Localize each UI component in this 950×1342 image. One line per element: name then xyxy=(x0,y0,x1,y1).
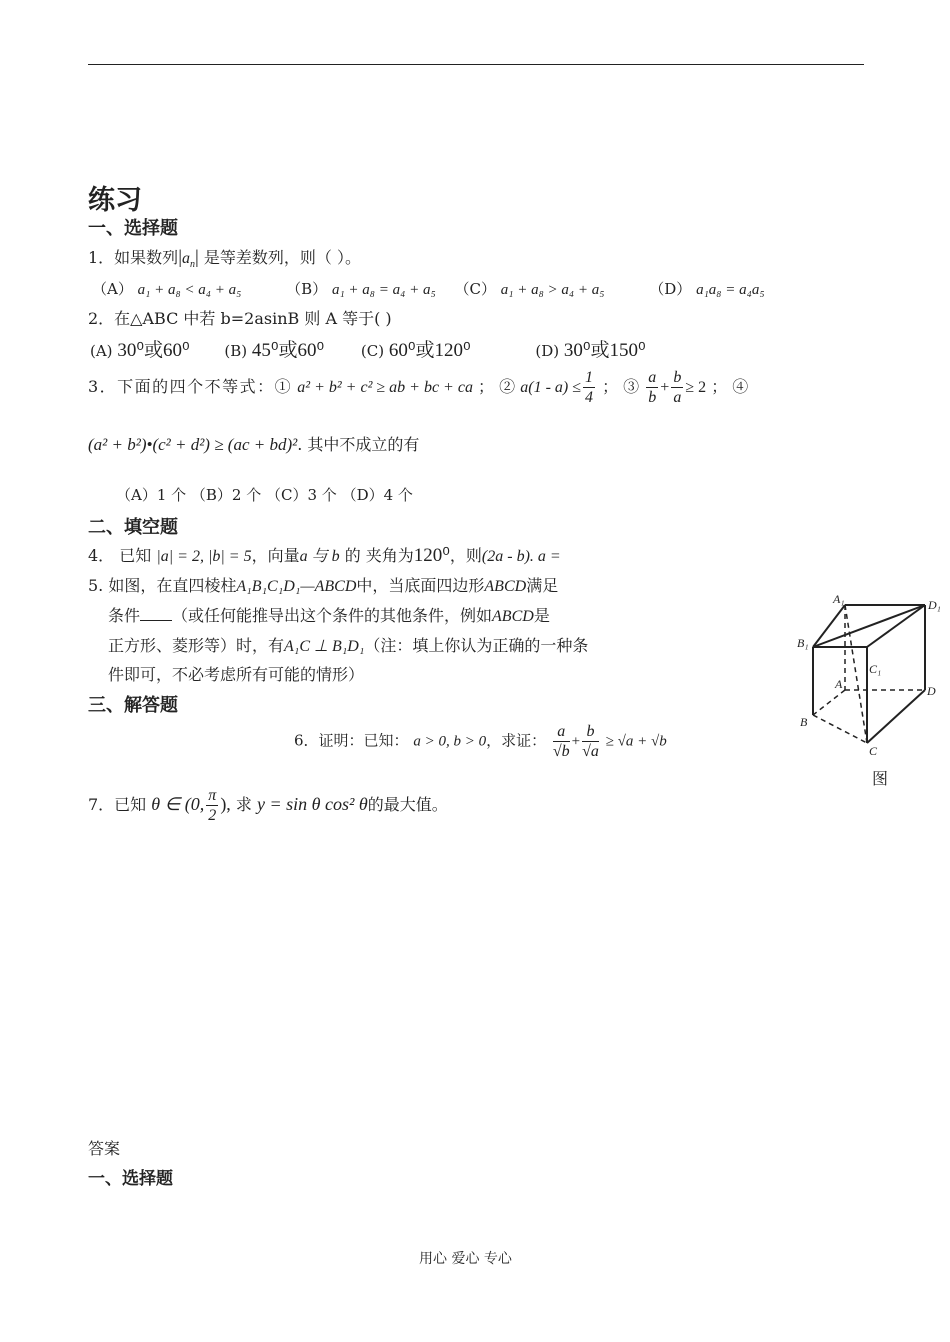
q1-stem-a: 1．如果数列 xyxy=(88,248,179,267)
q3-inequality-2: a(1 - a) ≤ xyxy=(520,379,581,396)
q2-option-a: 30⁰或60⁰ xyxy=(117,340,190,361)
q4-expression: (2a - b). a = xyxy=(481,548,561,565)
question-5-line-4: 件即可，不必考虑所有可能的情形） xyxy=(108,665,365,684)
label-c: C xyxy=(869,744,878,758)
question-5-line-2: 条件 （或任何能推导出这个条件的其他条件，例如ABCD是 xyxy=(108,606,550,625)
question-6: 6．证明：已知： a > 0, b > 0，求证： $\frac{a}{√b}$ + $\frac{b}{√a}$ ≥ √a + √b xyxy=(294,723,667,760)
q1-an: a xyxy=(182,250,190,267)
answers-label: 答案 xyxy=(88,1139,121,1158)
q4-vectors: a 与 b xyxy=(299,548,340,565)
question-3: 3．下面的四个不等式：① a² + b² + c² ≥ ab + bc + ca ； ② a(1 - a) ≤ $\frac{1}{4}$ ； ③ $\frac{a}{b}$ + $\frac{b}{a}$ ≥ 2 ； ④ xyxy=(88,369,749,406)
q5-answer-blank[interactable] xyxy=(140,606,172,621)
section-choice-heading: 一、选择题 xyxy=(88,218,178,239)
label-a1: A₁ xyxy=(833,595,845,606)
page-footer: 用心 爱心 专心 xyxy=(419,1251,512,1267)
q2-option-b: 45⁰或60⁰ xyxy=(251,340,325,361)
label-a: A xyxy=(835,677,843,691)
q1-option-d: a₁a₈ = a₄a₅ xyxy=(696,282,765,298)
q3-frac-a-over-b: $\frac{a}{b}$ xyxy=(648,369,657,406)
q1-option-a: a₁ + a₈ < a₄ + a₅ xyxy=(137,282,242,298)
header-rule xyxy=(88,64,864,65)
question-1: 1．如果数列$|a_n|$ 是等差数列，则（ ）。 xyxy=(88,247,361,271)
edge-a-b-hidden xyxy=(813,690,845,715)
question-5-line-3: 正方形、菱形等）时，有A₁C ⊥ B₁D₁（注：填上你认为正确的一种条 xyxy=(108,636,589,655)
q1-stem-b: 是等差数列，则（ ）。 xyxy=(203,248,361,267)
q3-options: （A）1 个 （B）2 个 （C）3 个 （D）4 个 xyxy=(116,486,413,504)
q1-option-b: a₁ + a₈ = a₄ + a₅ xyxy=(331,282,436,298)
q2-option-c: 60⁰或120⁰ xyxy=(388,340,471,361)
label-d: D xyxy=(927,684,936,698)
q6-condition: a > 0, b > 0 xyxy=(413,733,487,750)
diagonal-a1-c-hidden xyxy=(845,605,867,743)
prism-figure xyxy=(795,595,945,790)
q2-option-d: 30⁰或150⁰ xyxy=(563,340,646,361)
figure-caption: 图 xyxy=(872,769,889,788)
q7-expression: y = sin θ cos² θ xyxy=(257,794,368,814)
edge-b-c-hidden xyxy=(813,715,867,743)
q6-frac-2: $\frac{b}{√a}$ xyxy=(582,723,599,760)
q3-inequality-1: a² + b² + c² ≥ ab + bc + ca xyxy=(297,379,473,396)
q6-rhs: ≥ √a + √b xyxy=(605,733,667,750)
question-2: 2．在△ABC 中若 b=2asinB 则 A 等于( ) xyxy=(88,309,392,328)
edge-d1-c1 xyxy=(867,605,925,647)
q3-line-2: (a² + b²)•(c² + d²) ≥ (ac + bd)². 其中不成立的有 xyxy=(88,435,420,454)
section-answer-heading: 三、解答题 xyxy=(88,695,178,716)
question-4: 4． 已知 |a| = 2, |b| = 5，向量a 与 b 的 夹角为120⁰，则(2a - b). a = xyxy=(88,545,561,566)
q7-frac-pi-over-2: $\frac{\pi}{2}$ xyxy=(208,787,217,824)
q1-option-c: a₁ + a₈ > a₄ + a₅ xyxy=(500,282,605,298)
section-fill-heading: 二、填空题 xyxy=(88,517,178,538)
q2-options: (A) 30⁰或60⁰ (B) 45⁰或60⁰ (C) 60⁰或120⁰ (D) 30⁰或150⁰ xyxy=(90,340,646,361)
q3-frac-quarter: $\frac{1}{4}$ xyxy=(585,369,593,406)
q6-frac-1: $\frac{a}{√b}$ xyxy=(552,723,570,760)
q3-inequality-4: (a² + b²)•(c² + d²) ≥ (ac + bd)² xyxy=(88,435,298,454)
question-5-line-1: 5. 如图，在直四棱柱A₁B₁C₁D₁—ABCD中，当底面四边形ABCD满足 xyxy=(88,576,559,595)
label-c1: C₁ xyxy=(869,662,882,676)
label-b1: B₁ xyxy=(797,636,809,650)
label-b: B xyxy=(800,715,808,729)
question-7: 7．已知 θ ∈ (0, $\frac{\pi}{2}$ ), 求 y = sin θ cos² θ的最大值。 xyxy=(88,787,448,824)
page-title: 练习 xyxy=(88,185,142,216)
edge-c-d xyxy=(867,690,925,743)
answers-section-heading: 一、选择题 xyxy=(88,1169,173,1189)
label-d1: D₁ xyxy=(928,598,941,612)
q4-angle: 120⁰ xyxy=(413,545,450,566)
q1-options: （A） a₁ + a₈ < a₄ + a₅ （B） a₁ + a₈ = a₄ + a₅ （C） a₁ + a₈ > a₄ + a₅ （D） a₁a₈ = a₄a₅ xyxy=(92,280,765,298)
q4-condition: |a| = 2, |b| = 5 xyxy=(156,548,252,565)
q3-frac-b-over-a: $\frac{b}{a}$ xyxy=(673,369,682,406)
